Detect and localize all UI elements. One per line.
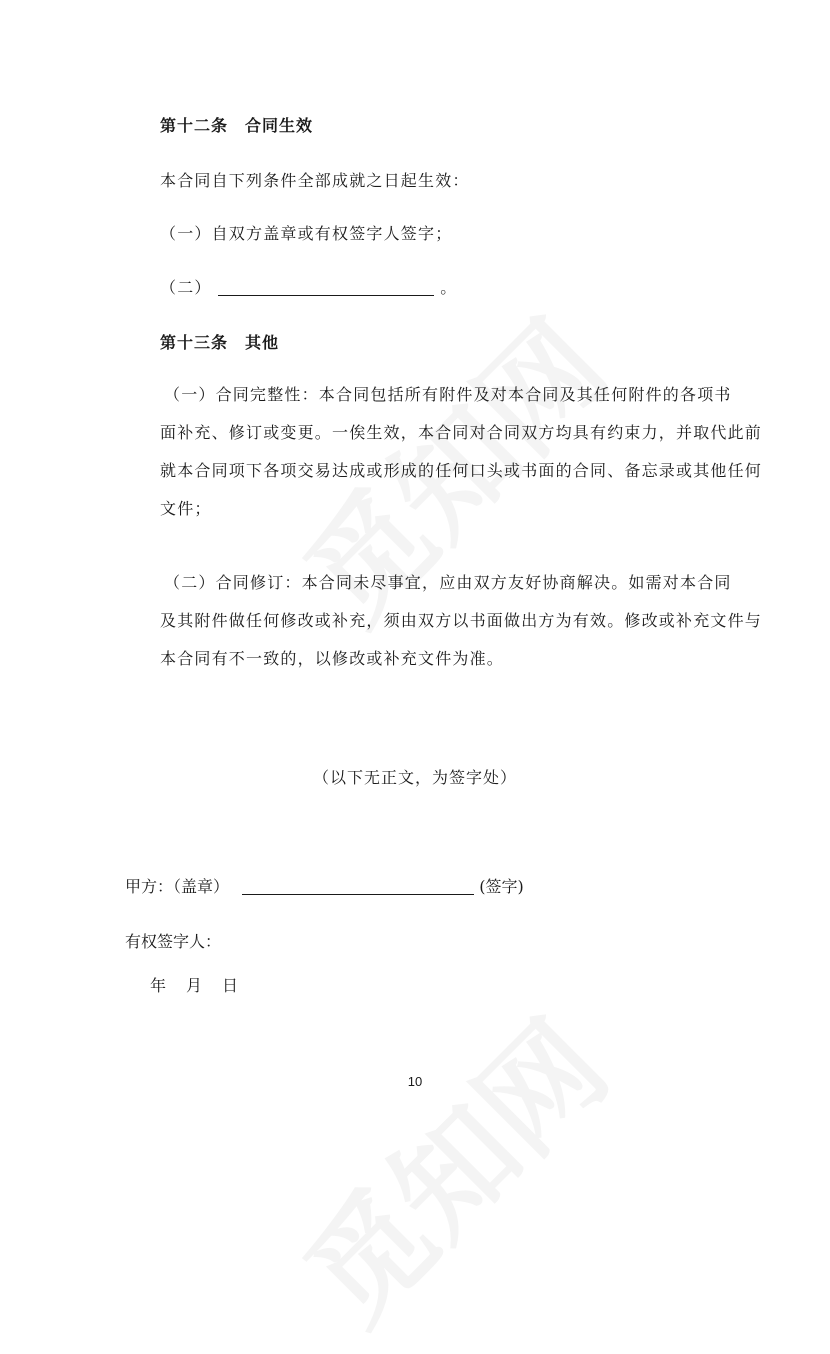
clause-completeness	[160, 376, 763, 528]
section-12-item-2	[160, 275, 457, 298]
section-13-heading: 第十三条 其他	[160, 333, 280, 352]
watermark	[262, 978, 638, 1354]
section-12-item-1: （一）自双方盖章或有权签字人签字；	[160, 224, 453, 243]
item-2-suffix: 。	[440, 278, 458, 297]
clause-line: （一）合同完整性：本合同包括所有附件及对本合同及其任何附件的各项书	[164, 385, 732, 404]
sign-suffix: (签字)	[479, 877, 524, 896]
clause-line: 本合同有不一致的，以修改或补充文件为准。	[160, 649, 505, 668]
clause-line: 及其附件做任何修改或补充，须由双方以书面做出方为有效。修改或补充文件与	[160, 611, 763, 630]
section-12-intro: 本合同自下列条件全部成就之日起生效：	[160, 171, 470, 190]
party-a-sign-line[interactable]	[242, 876, 474, 895]
party-a-label: 甲方：（盖章）	[125, 877, 230, 896]
party-a-signature-row	[125, 874, 524, 897]
clause-line: 面补充、修订或变更。一俟生效，本合同对合同双方均具有约束力，并取代此前	[160, 423, 763, 442]
clause-line: 文件；	[160, 499, 212, 518]
clause-amendment	[160, 564, 763, 678]
authorized-signatory-label: 有权签字人：	[125, 932, 222, 951]
clause-line: （二）合同修订：本合同未尽事宜，应由双方友好协商解决。如需对本合同	[164, 573, 732, 592]
clause-line: 就本合同项下各项交易达成或形成的任何口头或书面的合同、备忘录或其他任何	[160, 461, 763, 480]
no-more-text-notice: （以下无正文，为签字处）	[312, 768, 517, 787]
page-number: 10	[407, 1074, 423, 1089]
item-2-label: （二）	[160, 278, 212, 297]
section-12-heading: 第十二条 合同生效	[160, 116, 314, 135]
fill-in-blank[interactable]	[218, 277, 434, 296]
date-label: 年 月 日	[150, 976, 241, 995]
